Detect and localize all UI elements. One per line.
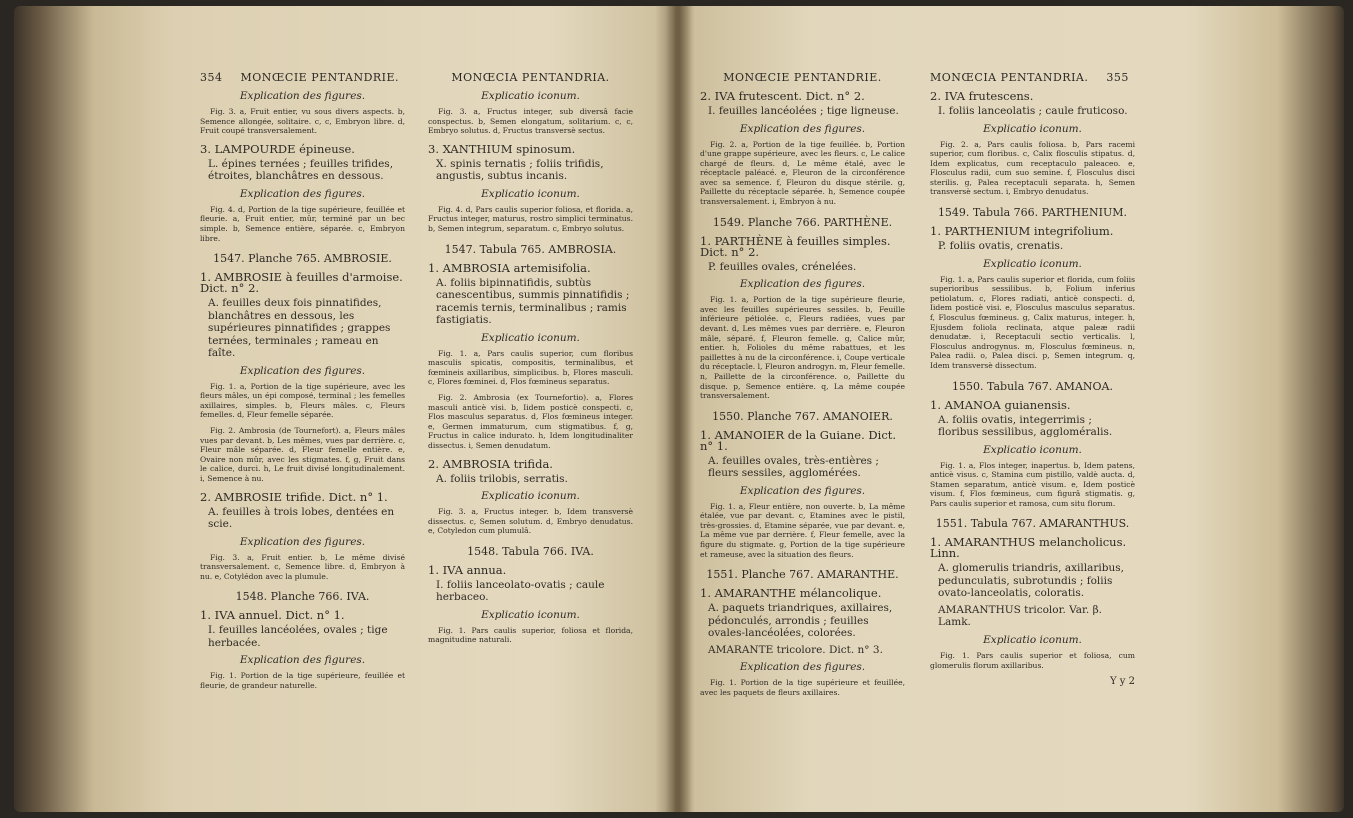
plate-heading: 1548. Tabula 766. IVA. — [467, 544, 594, 558]
figure-caption: Fig. 3. a, Fruit entier. b, Le même divisé transversalement. c, Semence libre. d, Embryon à nu. e, Cotylédon avec la plumule. — [200, 552, 405, 581]
figure-caption: Fig. 1. Pars caulis superior, foliosa et florida, magnitudine naturali. — [428, 625, 633, 645]
left-page-french-column — [200, 72, 405, 697]
species-diagnosis: AMARANTE tricolore. Dict. n° 3. — [708, 643, 883, 656]
species-diagnosis: A. foliis ovatis, integerrimis ; floribus sessilibus, aggloméralis. — [938, 413, 1113, 438]
figure-caption: Fig. 2. a, Pars caulis foliosa. b, Pars racemi superior, cum floribus. c, Calix flosculis stipatus. d, Idem explicatus, cum receptaculo paleaceo. e, Flosculus radii, cum suo semine. f, Flosculus disci sterilis. g, Palea receptaculi separata. h, Semen transversè sectum. i, Embryo denudatus. — [930, 139, 1135, 197]
species-title: 1. AMARANTHUS melancholicus. Linn. — [930, 535, 1127, 561]
species-diagnosis: A. feuilles à trois lobes, dentées en scie. — [208, 505, 395, 531]
book-gutter — [655, 6, 695, 812]
header-title: MONŒCIE PENTANDRIE. — [723, 71, 882, 84]
explanation-heading: Explication des figures. — [239, 187, 366, 200]
explanation-heading: Explicatio iconum. — [983, 122, 1082, 135]
explanation-heading: Explication des figures. — [239, 535, 366, 548]
explanation-heading: Explicatio iconum. — [983, 443, 1082, 456]
explanation-heading: Explicatio iconum. — [481, 490, 580, 502]
species-diagnosis: AMARANTHUS tricolor. Var. β. Lamk. — [938, 603, 1102, 629]
running-header — [200, 72, 405, 83]
plate-heading: 1547. Tabula 765. AMBROSIA. — [444, 242, 617, 256]
figure-caption: Fig. 2. Ambrosia (de Tournefort). a, Fleurs mâles vues par devant. b, Les mêmes, vues par derrière. c, Fleur mâle séparée. d, Fleur femelle entière. e, Ovaire non mûr, avec les stigmates. f, g, Fruit dans le calice, durci. h, Le fruit divisé longitudinalement. i, Semence à nu. — [200, 426, 405, 483]
figure-caption: Fig. 1. Pars caulis superior et foliosa, cum glomerulis florum axillaribus. — [930, 650, 1135, 670]
explanation-heading: Explicatio iconum. — [983, 257, 1082, 270]
page-number: 354 — [200, 71, 223, 84]
species-diagnosis: I. foliis lanceolatis ; caule fruticoso. — [938, 105, 1128, 117]
species-title: 1. AMARANTHE mélancolique. — [700, 586, 882, 601]
species-diagnosis: L. épines ternées ; feuilles trifides, étroites, blanchâtres en dessous. — [208, 157, 394, 183]
species-diagnosis: A. paquets triandriques, axillaires, pédonculés, arrondis ; feuilles ovales-lancéolées, colorées. — [708, 602, 893, 640]
figure-caption: Fig. 1. a, Pars caulis superior et florida, cum foliis superioribus sessilibus. b, Folium inferius petiolatum. c, Flores radiati, anticè conspecti. d, Iidem posticè visi. e, Flosculus masculus separatus. f, Flosculus fœmineus. g, Calix maturus, integer. h, Ejusdem foliola reclinata, atque paleæ radii denudatæ. i, Receptaculi sectio verticalis. l, Flosculus androgynus. m, Flosculus fœmineus. n, Palea radii. o, Palea disci. p, Semen integrum. q, Idem transversè dissectum. — [930, 274, 1135, 370]
running-header — [700, 72, 905, 83]
plate-heading: 1551. Tabula 767. AMARANTHUS. — [935, 517, 1130, 531]
explanation-heading: Explication des figures. — [739, 661, 866, 674]
species-title: 1. AMBROSIE à feuilles d'armoise. Dict. n° 2. — [200, 270, 403, 296]
left-page-latin-column — [428, 72, 633, 651]
plate-heading: 1547. Planche 765. AMBROSIE. — [213, 252, 392, 266]
page-number: 355 — [1106, 71, 1129, 84]
plate-heading: 1550. Planche 767. AMANOIER. — [712, 409, 893, 423]
figure-caption: Fig. 3. a, Fruit entier, vu sous divers aspects. b, Semence allongée, solitaire. c, c, Embryon libre. d, Fruit coupé transversalement. — [200, 107, 405, 136]
species-title: 1. PARTHÈNE à feuilles simples. Dict. n° 2. — [700, 233, 891, 259]
species-title: 1. PARTHENIUM integrifolium. — [930, 224, 1114, 239]
right-page-french-column — [700, 72, 905, 703]
species-title: 3. XANTHIUM spinosum. — [428, 141, 576, 156]
species-title: 1. AMANOA guianensis. — [930, 397, 1071, 412]
figure-caption: Fig. 2. Ambrosia (ex Tournefortio). a, Flores masculi anticè visi. b, Iidem posticè conspecti. c, Flos masculus separatus. d, Flos fœmineus integer. e, Germen immaturum, cum stigmatibus. f, g, Fructus in calice indurato. h, Idem longitudinaliter dissectus. i, Semen denudatum. — [428, 392, 633, 450]
figure-caption: Fig. 1. Portion de la tige supérieure, feuillée et fleurie, de grandeur naturelle. — [200, 671, 405, 690]
figure-caption: Fig. 4. d, Pars caulis superior foliosa, et florida. a, Fructus integer, maturus, rostro simplici terminatus. b, Semen integrum, separatum. c, Embryo solutus. — [428, 204, 633, 233]
species-title: 1. AMBROSIA artemisifolia. — [428, 260, 591, 275]
species-diagnosis: I. feuilles lancéolées ; tige ligneuse. — [708, 105, 899, 117]
species-diagnosis: P. feuilles ovales, crénelées. — [708, 260, 857, 273]
explanation-heading: Explication des figures. — [739, 484, 866, 497]
figure-caption: Fig. 3. a, Fructus integer. b, Idem transversè dissectus. c, Semen solutum. d, Embryo denudatus. e, Cotyledon cum plumulâ. — [428, 507, 633, 536]
signature-mark: Y y 2 — [1110, 676, 1135, 688]
explanation-heading: Explicatio iconum. — [481, 90, 580, 102]
figure-caption: Fig. 2. a, Portion de la tige feuillée. b, Portion d'une grappe supérieure, avec les fleurs. c, Le calice chargé de fleurs. d, Le même étalé, avec le réceptacle paléacé. e, Fleuron de la circonférence avec sa semence. f, Fleuron du disque stérile. g, Paillette du réceptacle séparée. h, Semence coupée transversalement. i, Embryon à nu. — [700, 139, 905, 207]
explanation-heading: Explication des figures. — [239, 364, 366, 377]
species-diagnosis: P. foliis ovatis, crenatis. — [938, 240, 1064, 253]
species-diagnosis: A. foliis bipinnatifidis, subtùs canescentibus, summis pinnatifidis ; racemis ternis, terminalibus ; ramis fastigiatis. — [436, 276, 630, 327]
species-title: 1. IVA annua. — [428, 562, 507, 577]
species-title: 3. LAMPOURDE épineuse. — [200, 141, 355, 156]
figure-caption: Fig. 1. a, Portion de la tige supérieure, avec les fleurs mâles, un épi composé, terminal ; les femelles axillaires, simples. b, Fleurs mâles. c, Fleurs femelles. d, Fleur femelle séparée. — [200, 381, 405, 420]
explanation-heading: Explication des figures. — [739, 122, 866, 135]
figure-caption: Fig. 4. d, Portion de la tige supérieure, feuillée et fleurie. a, Fruit entier, mûr, terminé par un bec simple. b, Semence entière, séparée. c, Embryon libre. — [200, 204, 405, 243]
header-title: MONŒCIA PENTANDRIA. — [451, 71, 610, 84]
species-diagnosis: I. foliis lanceolato-ovatis ; caule herbaceo. — [436, 578, 605, 604]
header-title: MONŒCIA PENTANDRIA. — [930, 71, 1089, 84]
figure-caption: Fig. 1. a, Pars caulis superior, cum floribus masculis spicatis, compositis, terminalibus, et fœmineis axillaribus, simplicibus. b, Flores masculi. c, Flores fœminei. d, Flos fœmineus separatus. — [428, 348, 633, 387]
explanation-heading: Explicatio iconum. — [983, 633, 1082, 646]
plate-heading: 1551. Planche 767. AMARANTHE. — [706, 568, 899, 582]
species-diagnosis: A. feuilles deux fois pinnatifides, blanchâtres en dessous, les supérieures pinnatifides ; grappes ternées, terminales ; rameau en faîte. — [208, 297, 391, 360]
figure-caption: Fig. 1. a, Portion de la tige supérieure fleurie, avec les feuilles supérieures sessiles. b, Feuille inférieure pétiolée. c, Fleurs radiées, vues par devant. d, Les mêmes vues par derrière. e, Fleuron mâle, séparé. f, Fleuron femelle. g, Calice mûr, entier. h, Folioles du même rabattues, et les paillettes à nu de la circonférence. i, Coupe verticale du réceptacle. l, Fleuron androgyn. m, Fleur femelle. n, Paillette de la circonférence. o, Paillette du disque. p, Semence entière. q, La même coupée transversalement. — [700, 295, 905, 401]
explanation-heading: Explicatio iconum. — [481, 331, 580, 344]
species-title: 2. AMBROSIE trifide. Dict. n° 1. — [200, 489, 388, 504]
header-title: MONŒCIE PENTANDRIE. — [240, 71, 400, 84]
running-header — [930, 72, 1135, 83]
species-title: 1. AMANOIER de la Guiane. Dict. n° 1. — [700, 427, 897, 453]
plate-heading: 1548. Planche 766. IVA. — [235, 590, 370, 604]
plate-heading: 1549. Tabula 766. PARTHENIUM. — [937, 206, 1128, 220]
explanation-heading: Explicatio iconum. — [481, 608, 580, 621]
species-diagnosis: X. spinis ternatis ; foliis trifidis, angustis, subtus incanis. — [436, 157, 604, 183]
figure-caption: Fig. 1. a, Fleur entière, non ouverte. b, La même étalée, vue par devant. c, Etamines avec le pistil, très-grossies. d, Etamine séparée, vue par devant. e, La même vue par derrière. f, Fleur femelle, avec la figure du stigmate. g, Portion de la tige supérieure et rameuse, avec la situation des fleurs. — [700, 501, 905, 559]
right-page-latin-column — [930, 72, 1135, 687]
plate-heading: 1549. Planche 766. PARTHÈNE. — [712, 215, 893, 229]
explanation-heading: Explicatio iconum. — [481, 187, 580, 200]
figure-caption: Fig. 3. a, Fructus integer, sub diversâ facie conspectus. b, Semen elongatum, solitarium. c, c, Embryo solutus. d, Fructus transversè sectus. — [428, 107, 633, 136]
explanation-heading: Explication des figures. — [739, 278, 866, 291]
explanation-heading: Explication des figures. — [239, 90, 366, 102]
species-diagnosis: A. foliis trilobis, serratis. — [436, 472, 568, 485]
species-title: 1. IVA annuel. Dict. n° 1. — [200, 608, 345, 623]
species-diagnosis: A. feuilles ovales, très-entières ; fleurs sessiles, agglomérées. — [708, 454, 879, 480]
figure-caption: Fig. 1. a, Flos integer, inapertus. b, Idem patens, anticè visus. c, Stamina cum pistillo, valdè aucta. d, Stamen separatum, anticè visum. e, Idem posticè visum. f, Flos fœmineus, cum figurâ stigmatis. g, Pars caulis superior et ramosa, cum situ florum. — [930, 460, 1135, 508]
species-diagnosis: I. feuilles lancéolées, ovales ; tige herbacée. — [208, 624, 388, 649]
species-title: 2. IVA frutescens. — [930, 89, 1034, 103]
species-diagnosis: A. glomerulis triandris, axillaribus, pedunculatis, subrotundis ; foliis ovato-lanceolatis, coloratis. — [938, 562, 1124, 600]
species-title: 2. AMBROSIA trifida. — [428, 456, 553, 471]
species-title: 2. IVA frutescent. Dict. n° 2. — [700, 89, 865, 103]
running-header — [428, 72, 633, 83]
figure-caption: Fig. 1. Portion de la tige supérieure et feuillée, avec les paquets de fleurs axillaires. — [700, 678, 905, 697]
explanation-heading: Explication des figures. — [239, 654, 366, 667]
plate-heading: 1550. Tabula 767. AMANOA. — [952, 379, 1113, 393]
